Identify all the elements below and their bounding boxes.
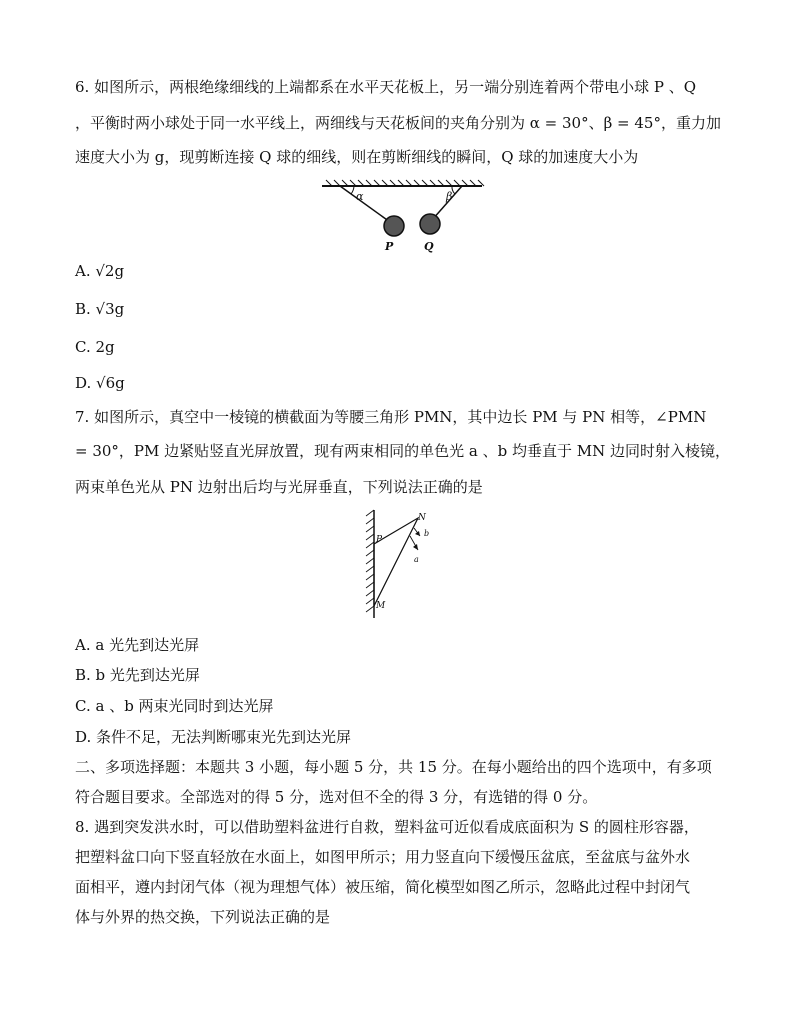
light-a-label: a xyxy=(414,555,419,564)
q6-stem-line-1: 6. 如图所示，两根绝缘细线的上端都系在水平天花板上，另一端分别连着两个带电小球 P 、Q xyxy=(75,78,697,96)
q6-option-a: A. √2g xyxy=(75,262,125,280)
q7-stem-line-3: 两束单色光从 PN 边射出后均与光屏垂直，下列说法正确的是 xyxy=(75,478,483,496)
q8-stem-line-2: 把塑料盆口向下竖直轻放在水面上，如图甲所示；用力竖直向下缓慢压盆底，至盆底与盆外水 xyxy=(75,848,691,866)
ball-q-label: Q xyxy=(424,240,434,253)
angle-alpha-label: α xyxy=(356,190,364,203)
angle-beta-label: β xyxy=(446,190,453,203)
q6-stem-line-2: ，平衡时两小球处于同一水平线上，两细线与天花板间的夹角分别为 α = 30°、β = 45°，重力加 xyxy=(75,114,721,132)
prism-vertex-n-label: N xyxy=(418,513,426,523)
section2-heading-line-1: 二、多项选择题：本题共 3 小题，每小题 5 分，共 15 分。在每小题给出的四个选项中，有多项 xyxy=(75,758,712,776)
light-b-label: b xyxy=(424,529,430,538)
q7-option-d: D. 条件不足，无法判断哪束光先到达光屏 xyxy=(75,728,352,746)
ball-p-label: P xyxy=(385,240,394,253)
q8-stem-line-1: 8. 遇到突发洪水时，可以借助塑料盆进行自救，塑料盆可近似看成底面积为 S 的圆柱形容器， xyxy=(75,818,699,836)
q7-figure-prism xyxy=(362,506,440,622)
q7-option-c: C. a 、b 两束光同时到达光屏 xyxy=(75,697,274,715)
q7-stem-line-1: 7. 如图所示，真空中一棱镜的横截面为等腰三角形 PMN，其中边长 PM 与 PN 相等，∠PMN xyxy=(75,408,707,426)
q6-option-b: B. √3g xyxy=(75,300,125,318)
q6-stem-line-3: 速度大小为 g，现剪断连接 Q 球的细线，则在剪断细线的瞬间，Q 球的加速度大小为 xyxy=(75,148,639,166)
q7-stem-line-2: = 30°，PM 边紧贴竖直光屏放置，现有两束相同的单色光 a 、b 均垂直于 MN 边同时射入棱镜， xyxy=(75,442,731,460)
q6-figure-hanging-balls xyxy=(318,178,488,253)
q7-option-a: A. a 光先到达光屏 xyxy=(75,636,200,654)
q6-option-c: C. 2g xyxy=(75,338,115,356)
ball-q xyxy=(420,214,440,234)
prism-pmn xyxy=(374,518,418,606)
prism-vertex-p-label: P xyxy=(376,535,383,545)
q6-option-d: D. √6g xyxy=(75,374,125,392)
section2-heading-line-2: 符合题目要求。全部选对的得 5 分，选对但不全的得 3 分，有选错的得 0 分。 xyxy=(75,788,598,806)
prism-vertex-m-label: M xyxy=(376,601,386,611)
q7-option-b: B. b 光先到达光屏 xyxy=(75,666,200,684)
q8-stem-line-3: 面相平，遵内封闭气体（视为理想气体）被压缩，简化模型如图乙所示，忽略此过程中封闭气 xyxy=(75,878,691,896)
ball-p xyxy=(384,216,404,236)
q8-stem-line-4: 体与外界的热交换，下列说法正确的是 xyxy=(75,908,331,926)
